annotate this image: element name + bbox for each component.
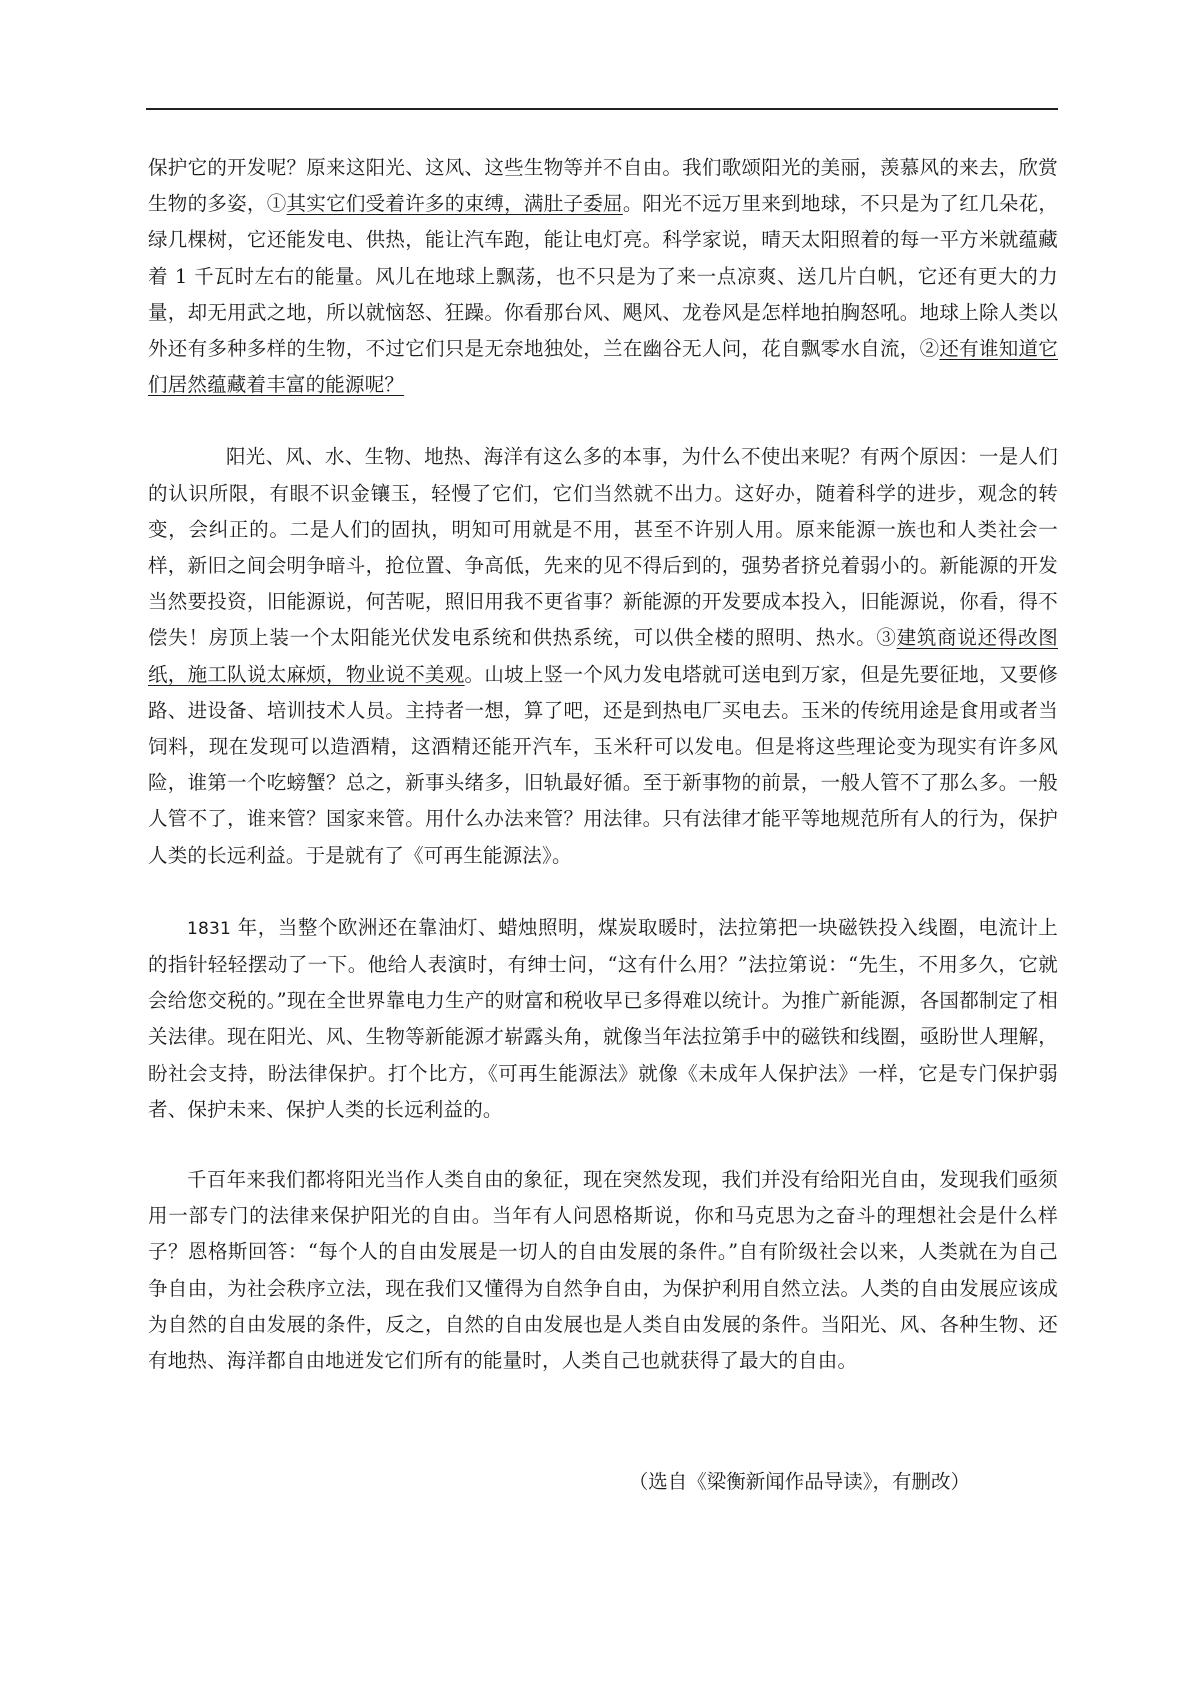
- paragraph-2: [148, 439, 1058, 873]
- underlined-sentence-2: 还有谁知道它们居然蕴藏着丰富的能源呢？: [148, 337, 1058, 397]
- marker-1: ①: [266, 192, 287, 216]
- paragraph-4: [148, 1162, 1058, 1379]
- paragraph-3: [148, 910, 1058, 1128]
- marker-2: ②: [919, 337, 940, 361]
- paragraph-1-text-a: 保护它的开发呢？原来这阳光、这风、这些生物等并不自由。我们歌颂阳光的美丽，羡慕风的来去，欣赏生物的多姿，: [148, 156, 1058, 216]
- paragraph-3-text: 年，当整个欧洲还在靠油灯、蜡烛照明，煤炭取暖时，法拉第把一块磁铁投入线圈，电流计上的指针轻轻摆动了一下。他给人表演时，有绅士问，“这有什么用？”法拉第说：“先生，不用多久，它就会给您交税的。”现在全世界靠电力生产的财富和税收早已多得难以统计。为推广新能源，各国都制定了相关法律。现在阳光、风、生物等新能源才崭露头角，就像当年法拉第手中的磁铁和线圈，亟盼世人理解，盼社会支持，盼法律保护。打个比方，《可再生能源法》就像《未成年人保护法》一样，它是专门保护弱者、保护未来、保护人类的长远利益的。: [148, 915, 1058, 1121]
- paragraph-1: [148, 150, 1058, 403]
- paragraph-gap: [148, 1128, 1058, 1162]
- source-citation: （选自《梁衡新闻作品导读》，有删改）: [628, 1470, 970, 1493]
- marker-3: ③: [876, 626, 897, 650]
- paragraph-gap: [148, 403, 1058, 439]
- paragraph-1-text-b: 。阳光不远万里来到地球，不只是为了红几朵花，绿几棵树，它还能发电、供热，能让汽车跑，能让电灯亮。科学家说，晴天太阳照着的每一平方米就蕴藏着 1 千瓦时左右的能量。风儿在地球上飘荡，也不只是为了来一点凉爽、送几片白帆，它还有更大的力量，却无用武之地，所以就恼怒、狂躁。你看那台风、飓风、龙卷风是怎样地拍胸怒吼。地球上除人类以外还有多种多样的生物，不过它们只是无奈地独处，兰在幽谷无人问，花自飘零水自流，: [148, 192, 1059, 361]
- paragraph-4-text: 千百年来我们都将阳光当作人类自由的象征，现在突然发现，我们并没有给阳光自由，发现我们亟须用一部专门的法律来保护阳光的自由。当年有人问恩格斯说，你和马克思为之奋斗的理想社会是什么样子？恩格斯回答：“每个人的自由发展是一切人的自由发展的条件。”自有阶级社会以来，人类就在为自己争自由，为社会秩序立法，现在我们又懂得为自然争自由，为保护利用自然立法。人类的自由发展应该成为自然的自由发展的条件，反之，自然的自由发展也是人类自由发展的条件。当阳光、风、各种生物、还有地热、海洋都自由地迸发它们所有的能量时，人类自己也就获得了最大的自由。: [148, 1168, 1058, 1373]
- paragraph-2-text-b: 。山坡上竖一个风力发电塔就可送电到万家，但是先要征地，又要修路、进设备、培训技术人员。主持者一想，算了吧，还是到热电厂买电去。玉米的传统用途是食用或者当饲料，现在发现可以造酒精，这酒精还能开汽车，玉米秆可以发电。但是将这些理论变为现实有许多风险，谁第一个吃螃蟹？总之，新事头绪多，旧轨最好循。至于新事物的前景，一般人管不了那么多。一般人管不了，谁来管？国家来管。用什么办法来管？用法律。只有法律才能平等地规范所有人的行为，保护人类的长远利益。于是就有了《可再生能源法》。: [148, 662, 1058, 867]
- underlined-sentence-3: 建筑商说还得改图纸，施工队说太麻烦，物业说不美观: [148, 626, 1058, 686]
- paragraph-2-text-a: 阳光、风、水、生物、地热、海洋有这么多的本事，为什么不使出来呢？有两个原因：一是人们的认识所限，有眼不识金镶玉，轻慢了它们，它们当然就不出力。这好办，随着科学的进步，观念的转变，会纠正的。二是人们的固执，明知可用就是不用，甚至不许别人用。原来能源一族也和人类社会一样，新旧之间会明争暗斗，抢位置、争高低，先来的见不得后到的，强势者挤兑着弱小的。新能源的开发当然要投资，旧能源说，何苦呢，照旧用我不更省事？新能源的开发要成本投入，旧能源说，你看，得不偿失！房顶上装一个太阳能光伏发电系统和供热系统，可以供全楼的照明、热水。: [148, 445, 1058, 650]
- article-body: [148, 150, 1058, 1379]
- header-rule: [146, 108, 1058, 110]
- year-number: 1831: [187, 918, 232, 939]
- underlined-sentence-1: 其实它们受着许多的束缚，满肚子委屈: [286, 192, 623, 216]
- paragraph-gap: [148, 874, 1058, 910]
